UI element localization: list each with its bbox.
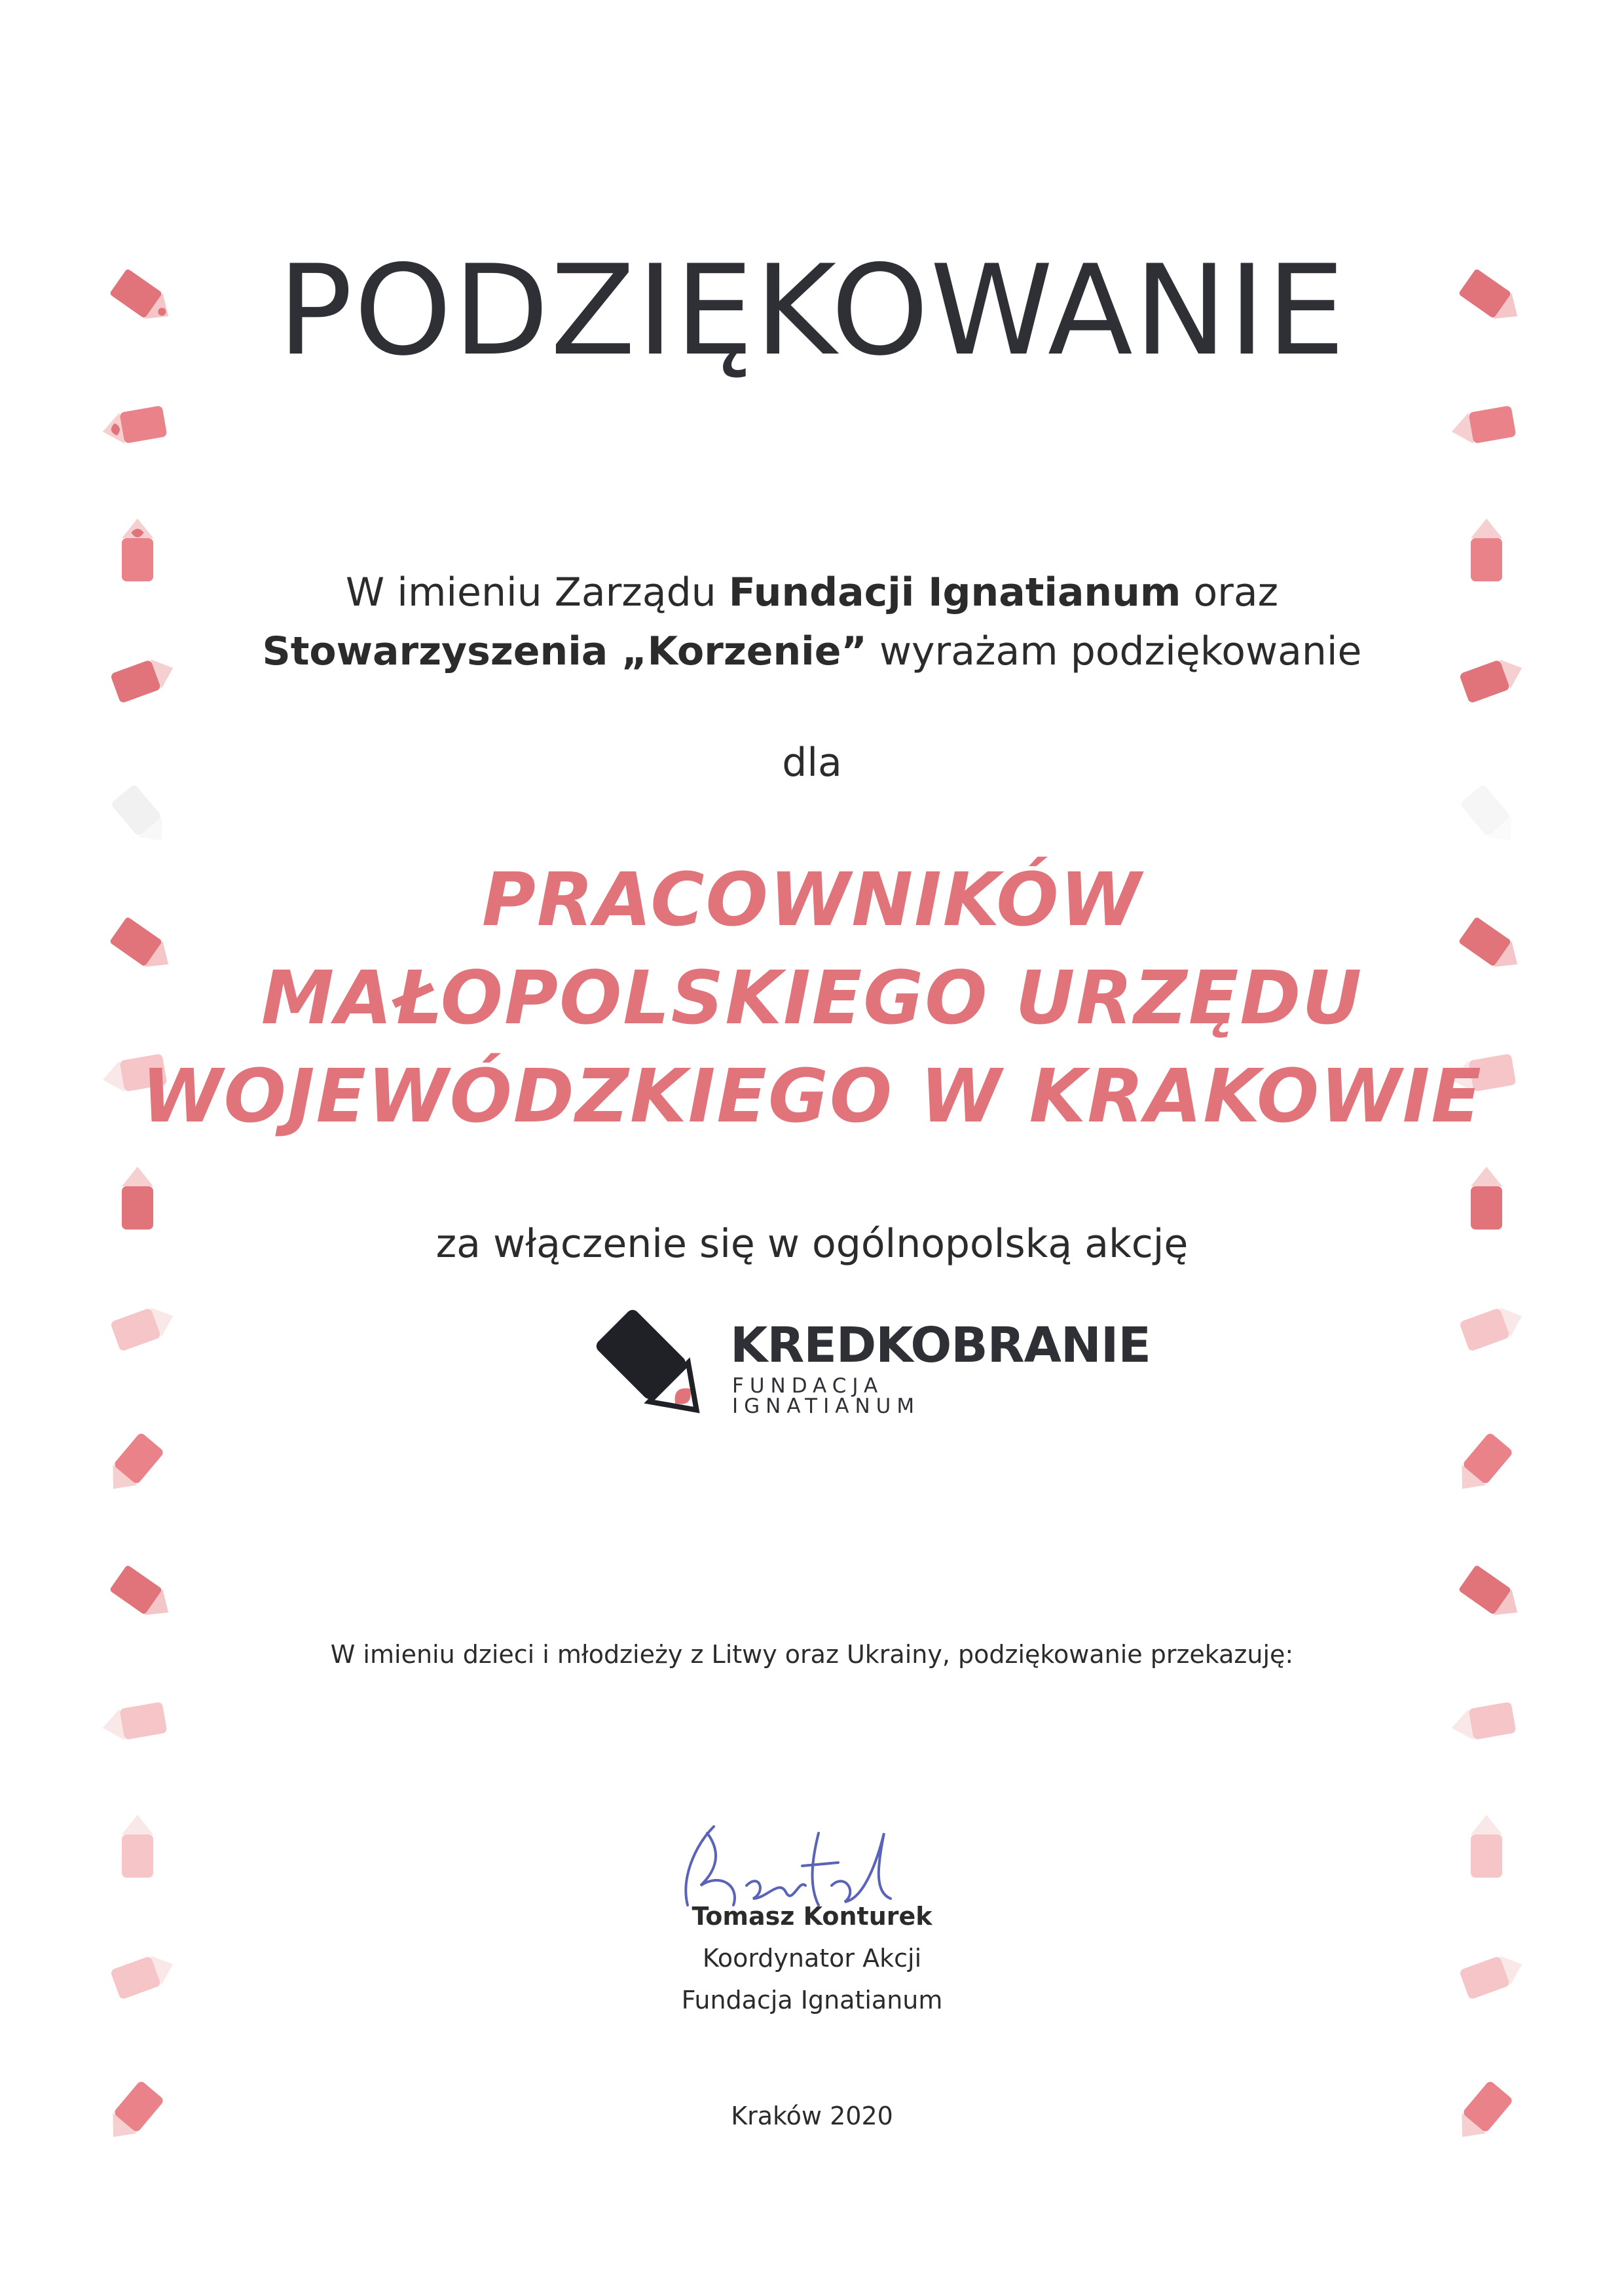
pencil-icon — [1447, 1290, 1526, 1368]
recipient-name — [0, 851, 1624, 1146]
recipient-line: PRACOWNIKÓW — [481, 858, 1143, 943]
pencil-icon — [1447, 1807, 1526, 1886]
for-word: dla — [782, 740, 842, 786]
association-name: Stowarzyszenia „Korzenie” — [262, 629, 867, 674]
logo-subtitle: FUNDACJA IGNATIANUM — [732, 1374, 921, 1418]
intro-text-segment: wyrażam podziękowanie — [866, 629, 1362, 674]
pencil-icon — [1447, 1552, 1526, 1630]
pencil-icon — [98, 1421, 177, 1499]
pencil-icon — [1447, 1683, 1526, 1761]
certificate-title: PODZIĘKOWANIE — [277, 238, 1347, 383]
foundation-name: Fundacji Ignatianum — [728, 570, 1181, 615]
logo-name: KREDKOBRANIE — [730, 1317, 1151, 1374]
intro-text-segment: W imieniu Zarządu — [345, 570, 729, 615]
reason-text: za włączenie się w ogólnopolską akcję — [435, 1221, 1189, 1267]
pencil-icon — [98, 1683, 177, 1761]
intro-line-2 — [0, 622, 1624, 681]
recipient-line: MAŁOPOLSKIEGO URZĘDU — [261, 956, 1363, 1041]
signer-block — [0, 1895, 1624, 2021]
intro-line-1 — [0, 563, 1624, 622]
children-thanks-text: W imieniu dzieci i młodzieży z Litwy oraz Ukrainy, podziękowanie przekazuję: — [330, 1640, 1294, 1669]
recipient-line: WOJEWÓDZKIEGO W KRAKOWIE — [141, 1054, 1483, 1139]
signer-role: Koordynator Akcji — [702, 1944, 922, 1973]
pencil-logo-icon — [589, 1303, 720, 1434]
kredkobranie-logo — [589, 1303, 1151, 1434]
pencil-icon — [1447, 1421, 1526, 1499]
place-date: Kraków 2020 — [731, 2102, 893, 2130]
intro-text — [0, 563, 1624, 681]
signer-organization: Fundacja Ignatianum — [681, 1986, 943, 2014]
pencil-icon — [1447, 386, 1526, 465]
signer-name: Tomasz Konturek — [692, 1902, 932, 1931]
intro-text-segment: oraz — [1181, 570, 1279, 615]
pencil-icon — [98, 1290, 177, 1368]
pencil-icon — [98, 1552, 177, 1630]
pencil-icon — [98, 1807, 177, 1886]
pencil-icon — [98, 386, 177, 465]
